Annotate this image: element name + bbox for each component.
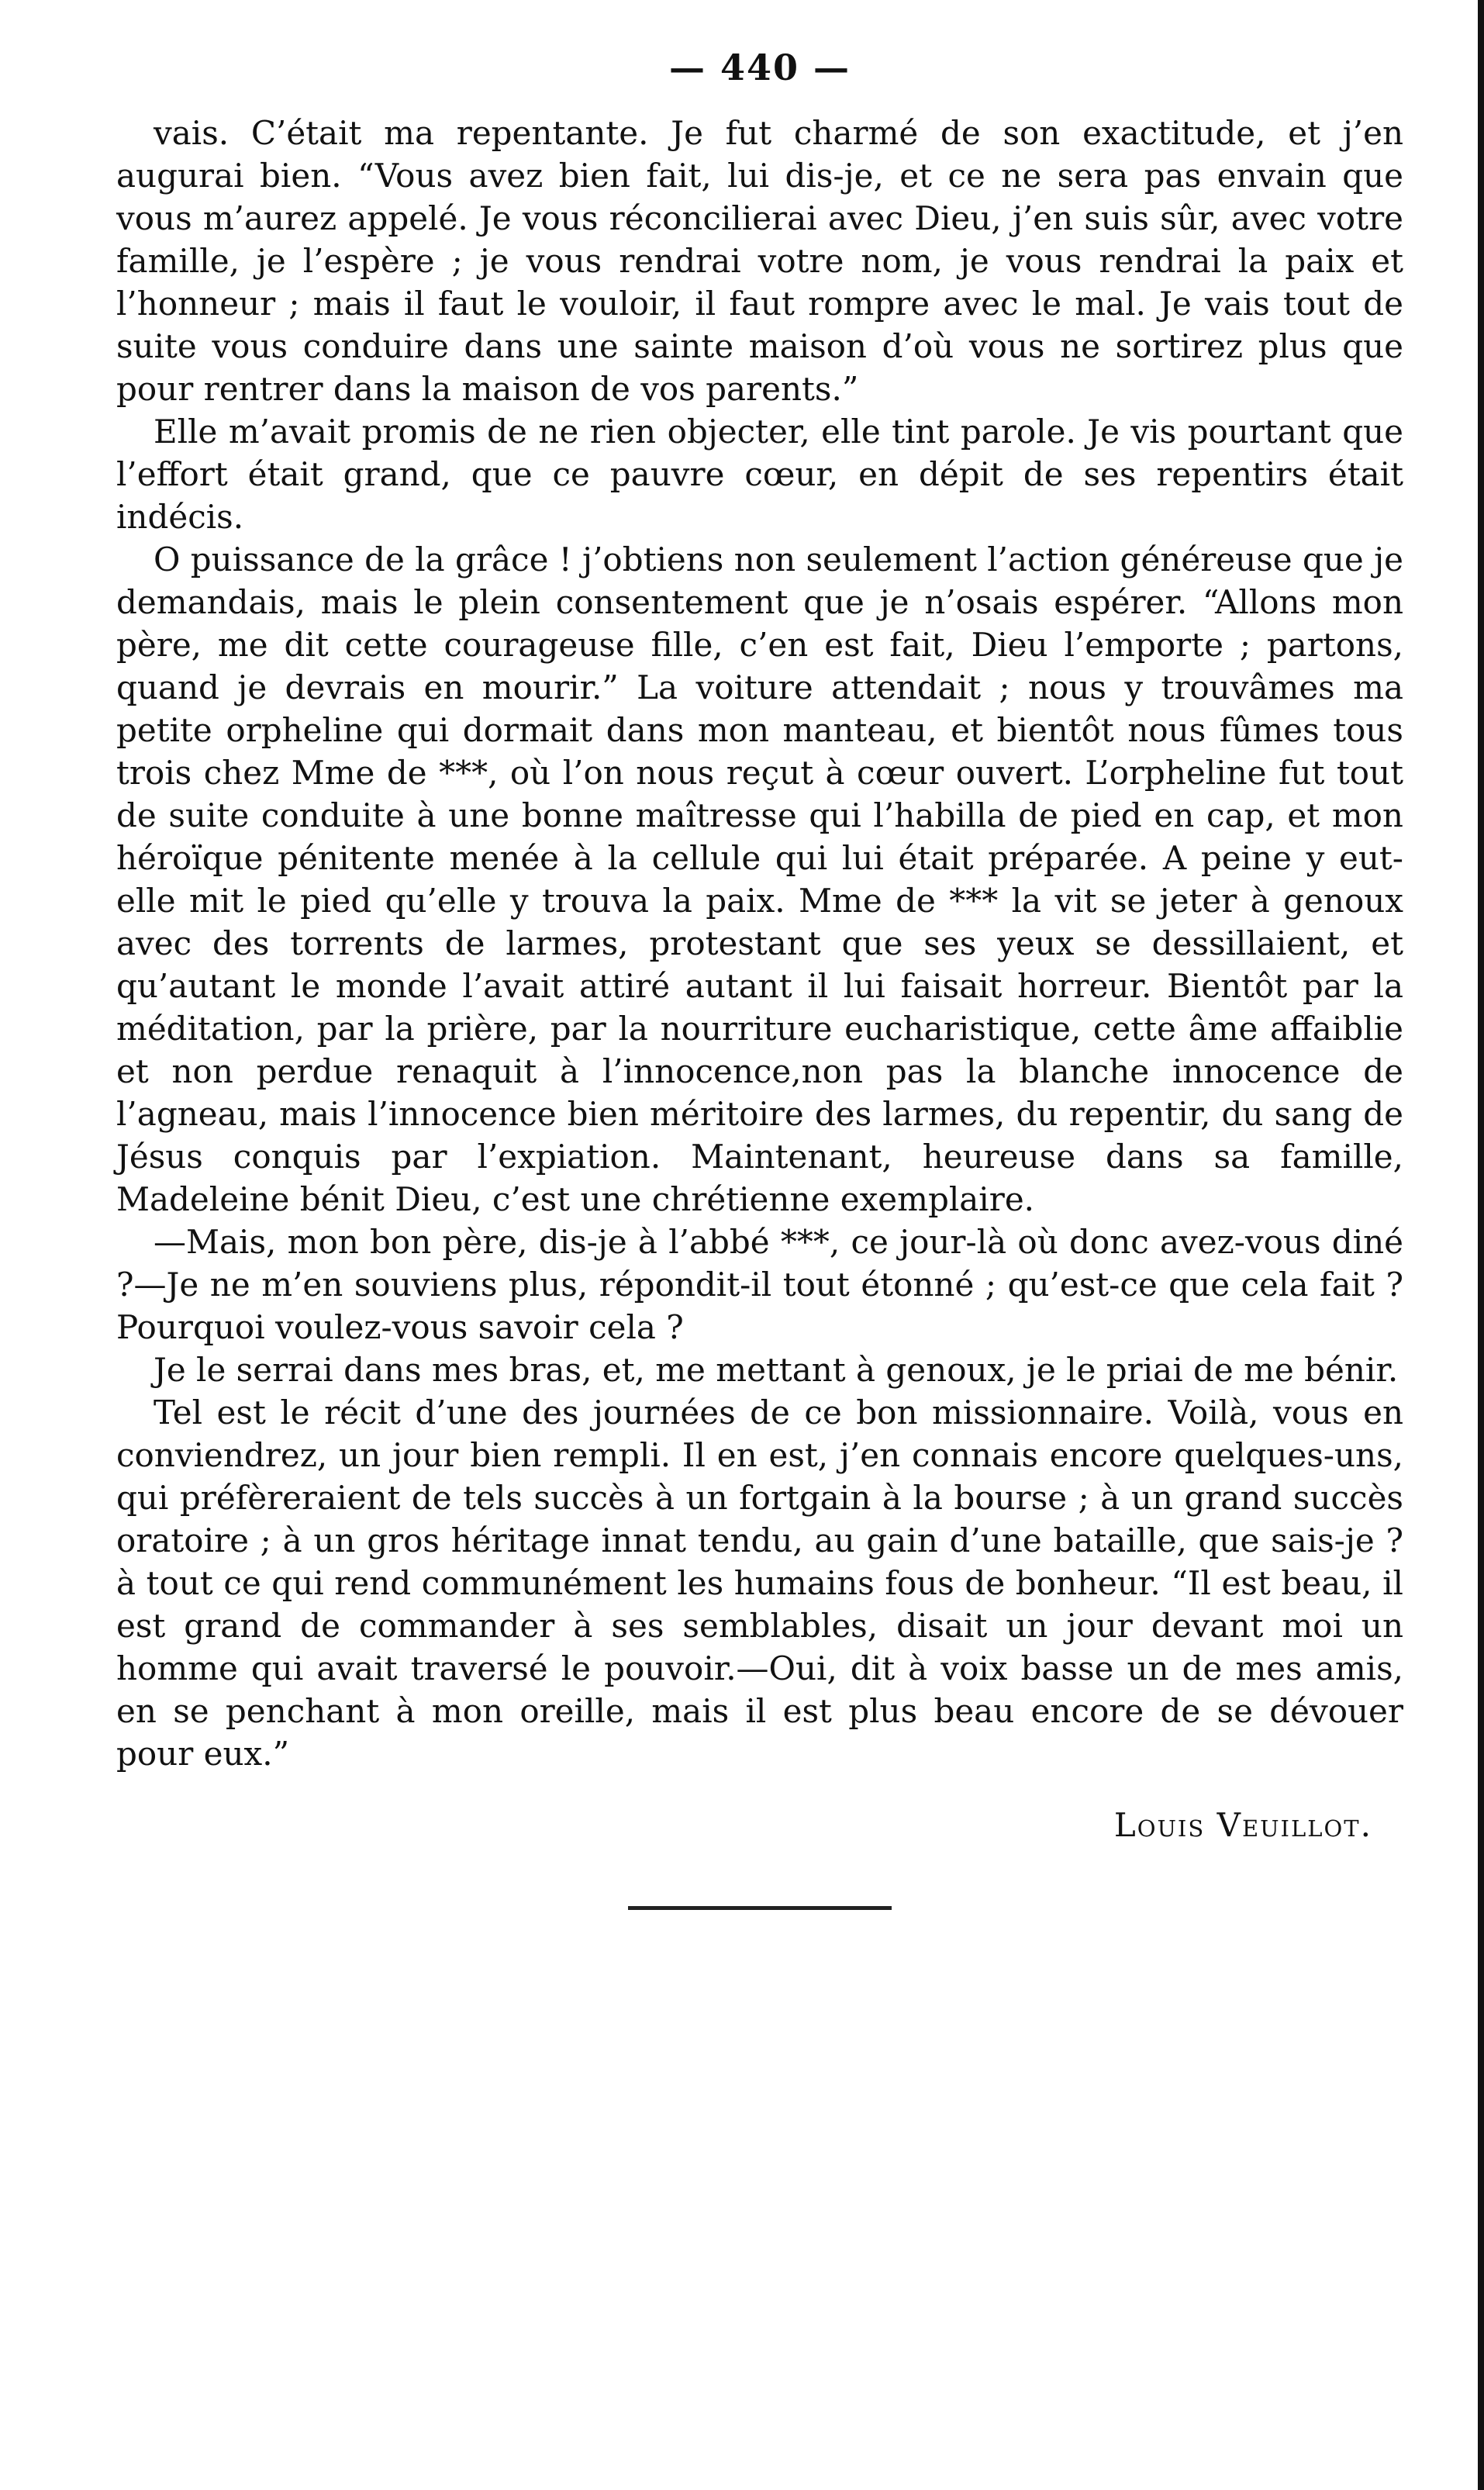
book-page (116, 47, 1403, 1910)
paragraph-6: Tel est le récit d’une des journées de ce bon missionnaire. Voilà, vous en conviendrez, un jour bien rempli. Il en est, j’en connais encore quelques-uns, qui préfèreraient de tels succès à un fortgain à la bourse ; à un grand succès oratoire ; à un gros héritage innat tendu, au gain d’une bataille, que sais-je ? à tout ce qui rend communément les humains fous de bonheur. “Il est beau, il est grand de commander à ses semblables, disait un jour devant moi un homme qui avait traversé le pouvoir.—Oui, dit à voix basse un de mes amis, en se penchant à mon oreille, mais il est plus beau encore de se dévouer pour eux.” (116, 1394, 1403, 1773)
paragraph-1: vais. C’était ma repentante. Je fut charmé de son exactitude, et j’en augurai bien. “Vous avez bien fait, lui dis-je, et ce ne sera pas envain que vous m’aurez appelé. Je vous réconcilierai avec Dieu, j’en suis sûr, avec votre famille, je l’espère ; je vous rendrai votre nom, je vous rendrai la paix et l’honneur ; mais il faut le vouloir, il faut rompre avec le mal. Je vais tout de suite vous conduire dans une sainte maison d’où vous ne sortirez plus que pour rentrer dans la maison de vos parents.” (116, 114, 1403, 408)
paragraph-3: O puissance de la grâce ! j’obtiens non seulement l’action généreuse que je demandais, mais le plein consentement que je n’osais espérer. “Allons mon père, me dit cette courageuse fille, c’en est fait, Dieu l’emporte ; partons, quand je devrais en mourir.” La voiture attendait ; nous y trouvâmes ma petite orpheline qui dormait dans mon manteau, et bientôt nous fûmes tous trois chez Mme de ***, où l’on nous reçut à cœur ouvert. L’orpheline fut tout de suite conduite à une bonne maîtresse qui l’habilla de pied en cap, et mon héroïque pénitente menée à la cellule qui lui était préparée. A peine y eut-elle mit le pied qu’elle y trouva la paix. Mme de *** la vit se jeter à genoux avec des torrents de larmes, protestant que ses yeux se dessillaient, et qu’autant le monde l’avait attiré autant il lui faisait horreur. Bientôt par la méditation, par la prière, par la nourriture eucharistique, cette âme affaiblie et non perdue renaquit à l’innocence,non pas la blanche innocence de l’agneau, mais l’innocence bien méritoire des larmes, du repentir, du sang de Jésus conquis par l’expiation. Maintenant, heureuse dans sa famille, Madeleine bénit Dieu, c’est une chrétienne exemplaire. (116, 540, 1403, 1218)
paragraph-2: Elle m’avait promis de ne rien objecter, elle tint parole. Je vis pourtant que l’effort était grand, que ce pauvre cœur, en dépit de ses repentirs était indécis. (116, 413, 1403, 536)
closing-rule (628, 1906, 892, 1910)
page-edge-shadow (1478, 0, 1484, 2490)
paragraph-5: Je le serrai dans mes bras, et, me mettant à genoux, je le priai de me bénir. (154, 1351, 1399, 1389)
author-signature: Louis Veuillot. (1113, 1806, 1372, 1844)
paragraph-4: —Mais, mon bon père, dis-je à l’abbé ***, ce jour-là où donc avez-vous diné ?—Je ne m’en souviens plus, répondit-il tout étonné ; qu’est-ce que cela fait ? Pourquoi voulez-vous savoir cela ? (116, 1223, 1403, 1346)
page-number: — 440 — (668, 47, 851, 88)
